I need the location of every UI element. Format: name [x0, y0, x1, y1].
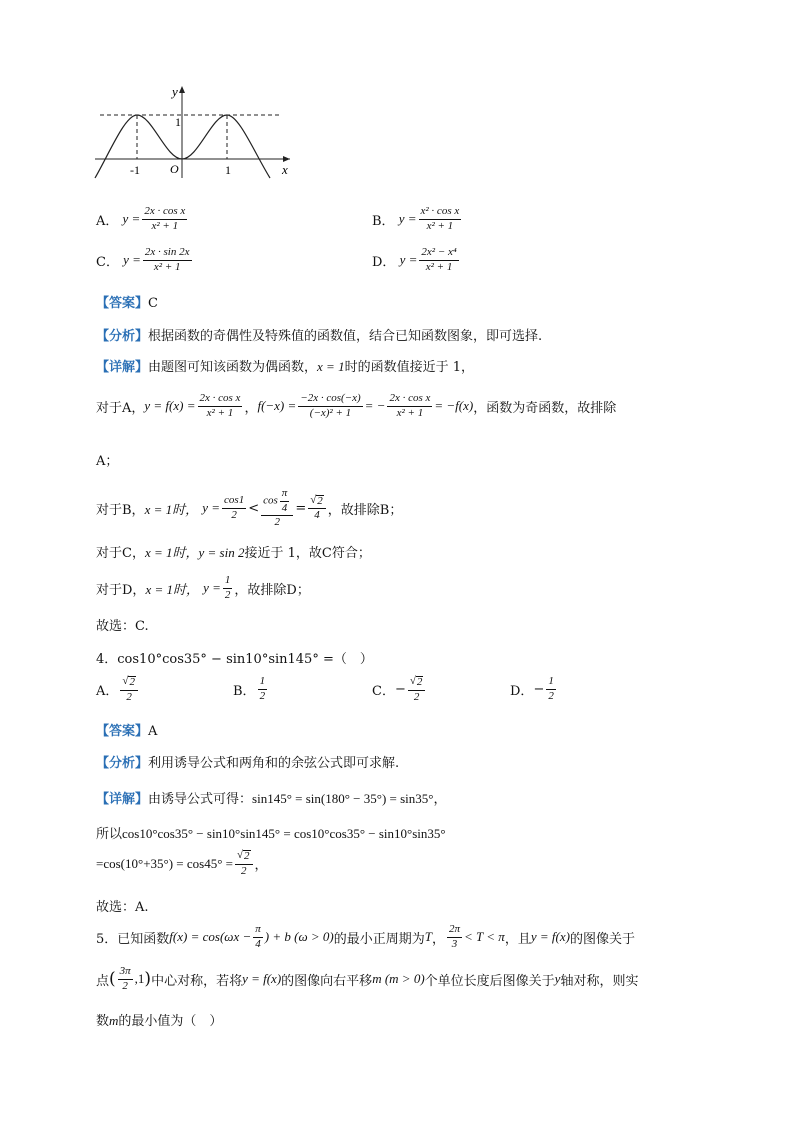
- neg-one-tick: -1: [130, 163, 140, 177]
- q4-analysis: 【分析】利用诱导公式和两角和的余弦公式即可求解.: [96, 756, 400, 771]
- q5-stem-line2: 点 ( $\frac{3\pi}{2}$ ,1 ) 中心对称，若将 y = f(x) 的图像向右平移 m (m > 0) 个单位长度后图像关于 y 轴对称，则实: [96, 965, 639, 992]
- q4-option-c[interactable]: C． − √ 2 2: [372, 676, 427, 703]
- x-axis-label: x: [282, 162, 288, 177]
- q4-option-d[interactable]: D． − $\frac{1}{2}$: [510, 675, 554, 702]
- answer-tag: 【答案】: [96, 724, 149, 739]
- q3-option-d[interactable]: D． y = $\frac{\text{2x² − x⁴}}{\text{x² + 1}}$: [372, 246, 457, 273]
- q4-detail-line1: 【详解】由诱导公式可得：sin145° = sin(180° − 35°) = sin35°，: [96, 791, 447, 807]
- detail-tag: 【详解】: [96, 792, 149, 807]
- function-graph: [90, 82, 300, 182]
- q4-detail-line2: 所以cos10°cos35° − sin10°sin145° = cos10°cos35° − sin10°sin35°: [96, 826, 446, 841]
- origin-label: O: [170, 162, 179, 176]
- y-axis-label: y: [172, 84, 178, 99]
- q3-choose: 故选：C.: [96, 619, 149, 634]
- q4-option-b[interactable]: B． $\frac{1}{2}$: [233, 675, 266, 702]
- q3-check-b: 对于B， x = 1时， y = $\frac{\cos 1}{2}$ < cos $\frac{\pi}{4}$ 2 = √ 2 4 ，故排除B；: [96, 487, 403, 529]
- answer-tag: 【答案】: [96, 296, 149, 311]
- q3-check-a: 对于A， y = f(x) = $\frac{\text{2x · cos x}}{\text{x² + 1}}$ ， f(−x) = $\frac{-2x \cdot \cos(-x)}{\text{(−x)² + 1}}$ = − $\frac{\text{2x · cos x}}{\text{x² + 1}}$ = −f(x) ，函数为奇函数，故排除: [96, 392, 617, 419]
- q3-option-b[interactable]: B． y = $\frac{\text{x² · cos x}}{\text{x² + 1}}$: [372, 205, 460, 232]
- q4-answer: 【答案】A: [96, 724, 158, 739]
- q4-detail-line3: =cos(10°+35°) = cos45° = √ 2 2 ，: [96, 849, 268, 877]
- detail-tag: 【详解】: [96, 360, 149, 375]
- analysis-tag: 【分析】: [96, 329, 149, 344]
- q3-check-c: 对于C，x = 1时，y = sin 2接近于 1，故C符合；: [96, 545, 371, 561]
- q4-stem: 4．cos10°cos35° − sin10°sin145° =（ ）: [96, 652, 373, 667]
- q5-stem-line3: 数m的最小值为（ ）: [96, 1013, 223, 1029]
- q3-analysis: 【分析】根据函数的奇偶性及特殊值的函数值，结合已知函数图象，即可选择.: [96, 329, 543, 344]
- q3-answer: 【答案】C: [96, 296, 158, 311]
- y-axis-arrow: [179, 86, 185, 93]
- one-label: 1: [175, 115, 181, 129]
- q3-detail-line1: 【详解】由题图可知该函数为偶函数，x = 1时的函数值接近于 1，: [96, 359, 474, 375]
- q3-check-d: 对于D， x = 1时， y = $\frac{1}{2}$ ，故排除D；: [96, 574, 310, 601]
- q5-stem-line1: 5．已知函数 f(x) = cos (ωx − $\frac{\pi}{4}$ ) + b (ω > 0) 的最小正周期为 T ， $\frac{2\pi}{3}$ < T < π ，且 y = f(x) 的图像关于: [96, 923, 635, 950]
- q4-choose: 故选：A.: [96, 900, 149, 915]
- analysis-tag: 【分析】: [96, 756, 149, 771]
- q4-option-a[interactable]: A． √ 2 2: [96, 676, 140, 703]
- q3-check-a-cont: A；: [96, 454, 119, 469]
- q3-option-a[interactable]: A． y = $\frac{\text{2x · cos x}}{\text{x² + 1}}$: [96, 205, 186, 232]
- q3-option-c[interactable]: C． y = $\frac{2x \cdot \sin 2x}{\text{x² + 1}}$: [96, 246, 190, 273]
- pos-one-tick: 1: [225, 163, 231, 177]
